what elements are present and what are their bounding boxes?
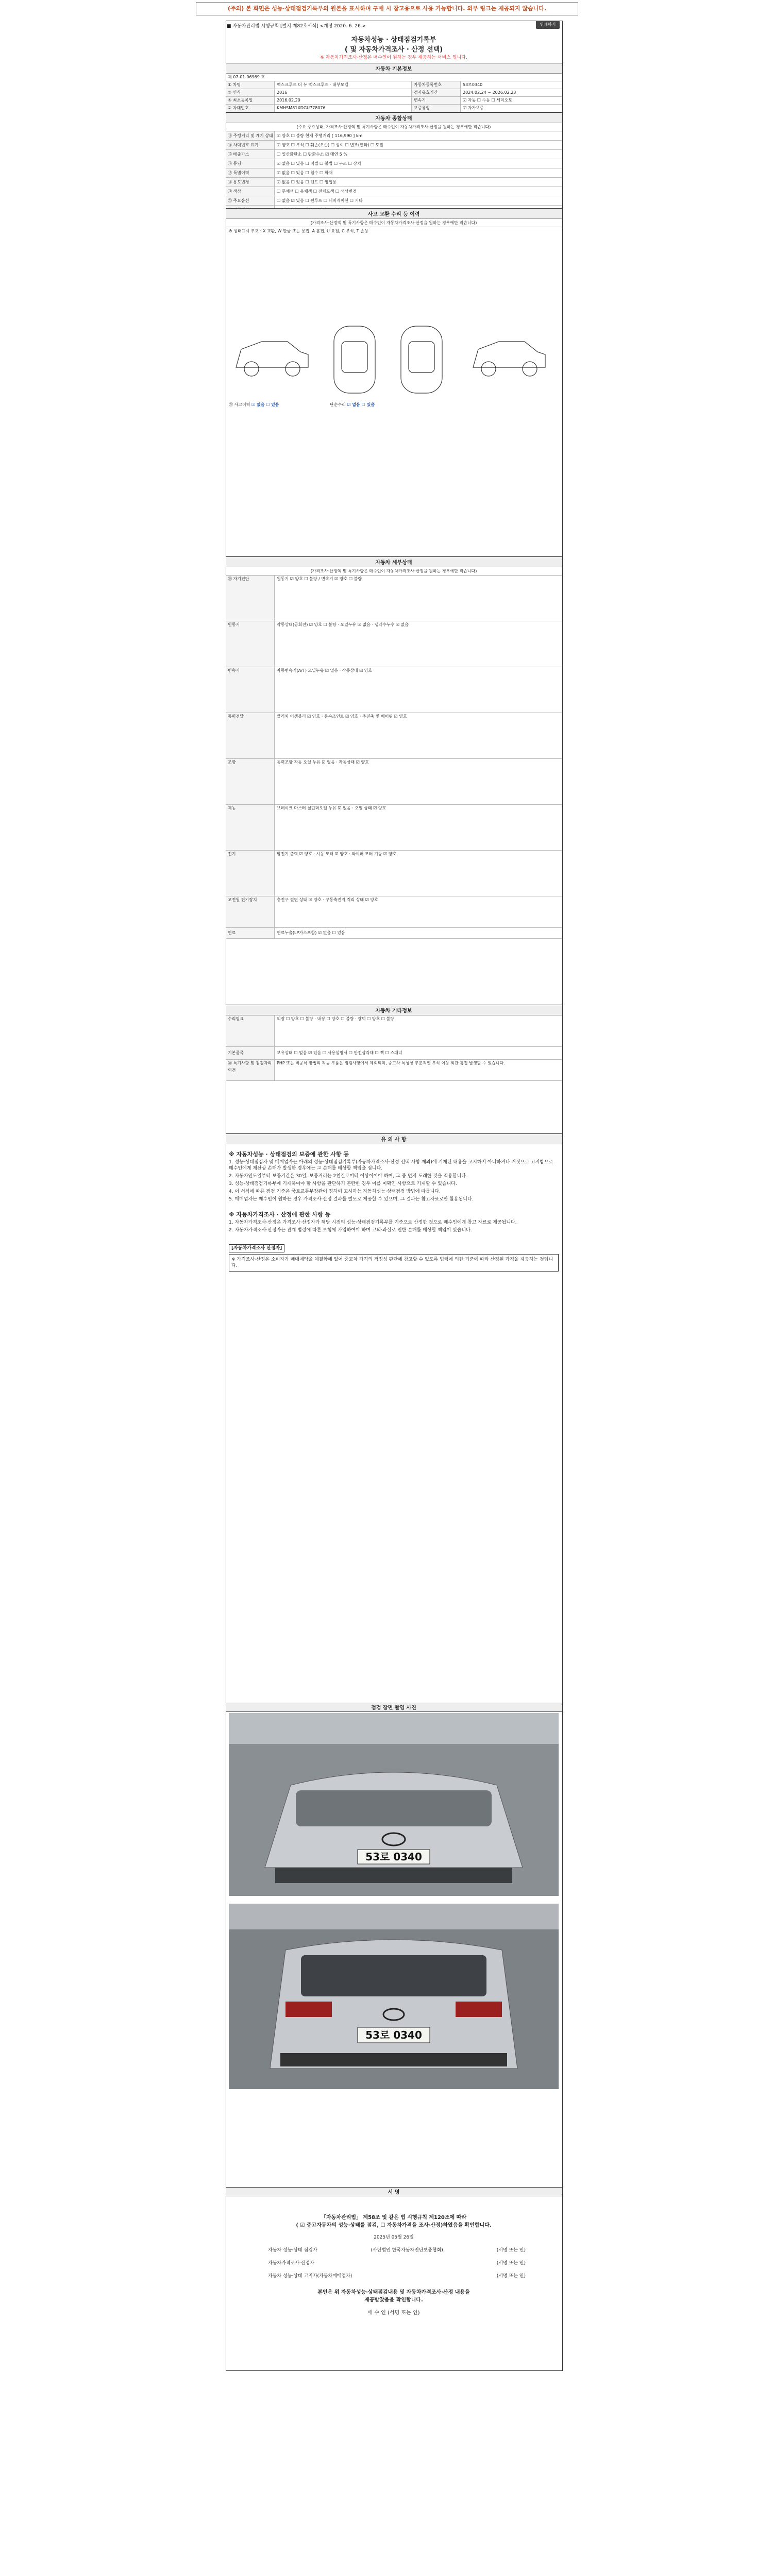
state-row xyxy=(226,141,562,150)
terms-item: 5. 매매업자는 매수인이 원하는 경우 가격조사·산정 결과를 별도로 제공할 수 있으며, 그 결과는 참고자료로만 활용됩니다. xyxy=(229,1197,474,1202)
state-row xyxy=(226,159,562,168)
detail-value: 연료누출(LP가스포함) ☑ 없음 ☐ 있음 xyxy=(277,930,345,935)
private-text: ※ 가격조사·산정은 소비자가 매매계약을 체결함에 있어 중고차 가격의 적정성 판단에 참고할 수 있도록 법령에 의한 기준에 따라 산정된 가격을 제공하는 것입니다. xyxy=(229,1254,559,1272)
photo-rear xyxy=(229,1904,559,2089)
state-row xyxy=(226,196,562,206)
special-label: ㉞ 특기사항 및 점검자의 의견 xyxy=(226,1060,275,1080)
accident-legend: ※ 상태표시 부호 : X 교환, W 판금 또는 용접, A 흠집, U 요철, C 부식, T 손상 xyxy=(229,229,368,233)
title-line2: ( 및 자동차가격조사 · 산정 선택) xyxy=(344,46,443,54)
state-value: ☑ 없음 ☐ 있음 ☐ 적법 ☐ 불법 ☐ 구조 ☐ 장치 xyxy=(277,161,361,166)
terms-item: 2. 자동차인도일부터 보증기간은 30일, 보증거리는 2천킬로미터 이상이어야 하며, 그 중 먼저 도래한 것을 적용합니다. xyxy=(229,1174,467,1179)
basic-info-section xyxy=(226,63,562,112)
extra-label: 수리필요 xyxy=(226,1015,275,1046)
simple-repair xyxy=(330,402,375,408)
sign-date: 2025년 05월 26일 xyxy=(374,2235,414,2240)
sign-footer3[interactable]: 매 수 인 (서명 또는 인) xyxy=(367,2310,420,2316)
accident-label: ㉒ 사고이력 xyxy=(229,402,250,407)
detail-label: 제동 xyxy=(226,805,275,850)
extra-section xyxy=(226,1005,562,1088)
terms-block xyxy=(229,1151,559,1273)
basic-right-row xyxy=(412,81,562,89)
overall-state-section xyxy=(226,112,562,208)
terms-item: 4. 이 서식에 따른 점검 기준은 국토교통부장관이 정하여 고시하는 자동차성능·상태점검 방법에 따릅니다. xyxy=(229,1189,441,1194)
detail-label: 동력전달 xyxy=(226,713,275,758)
detail-value: 작동상태(공회전) ☑ 양호 ☐ 불량 · 오일누유 ☑ 없음 · 냉각수누수 ☑ 없음 xyxy=(277,622,409,627)
state-value: ☐ 무채색 ☐ 유채색 ☐ 전체도색 ☐ 색상변경 xyxy=(277,189,357,194)
law-note: ■ 자동차관리법 시행규칙 [별지 제82호서식] <개정 2020. 6. 26.> xyxy=(227,24,366,29)
terms-header-box xyxy=(226,1133,562,1144)
terms-header: 유 의 사 항 xyxy=(226,1134,562,1144)
notice-banner: (주의) 본 화면은 성능·상태점검기록부의 원본을 표시하며 구매 시 참고용으로 사용 가능합니다. 외부 링크는 제공되지 않습니다. xyxy=(196,2,578,15)
detail-value: 원동기 ☑ 양호 ☐ 불량 / 변속기 ☑ 양호 ☐ 불량 xyxy=(277,577,362,581)
state-value: ☑ 없음 ☐ 있음 ☐ 렌트 ☐ 영업용 xyxy=(277,180,337,184)
detail-header: 자동차 세부상태 xyxy=(226,557,562,567)
detail-sub: (가격조사·산정액 및 특기사항은 매수인이 자동차가격조사·산정을 원하는 경우에만 적습니다) xyxy=(226,567,562,575)
sign-role: 자동차 성능·상태 점검자 xyxy=(268,2248,317,2253)
terms-item: 1. 성능·상태점검자 및 매매업자는 아래의 성능·상태점검기록부(자동차가격조사·산정 선택 사항 제외)에 기재된 내용을 고지하지 아니하거나 거짓으로 고지함으로 매수인에게 재산상 손해가 발생한 경우에는 그 손해를 배상할 책임을 집니다. xyxy=(229,1160,553,1171)
state-row xyxy=(226,168,562,178)
basic-label: ⑦ 차대번호 xyxy=(226,105,275,112)
basic-info-header: 자동차 기본정보 xyxy=(226,63,562,74)
front-plate-text: 53로 0340 xyxy=(365,1851,422,1863)
basic-value: 맥스크루즈 더 뉴 맥스크루즈 · 내부모델 xyxy=(277,82,348,87)
simple-repair-label: 단순수리 xyxy=(330,402,346,407)
basic-value: ☑ 자동 ☐ 수동 ☐ 세미오토 xyxy=(463,98,513,103)
accident-sub: (가격조사·산정액 및 특기사항은 매수인이 자동차가격조사·산정을 원하는 경우에만 적습니다) xyxy=(226,219,562,227)
special-value: PHP 또는 비공식 방법의 작동 부품은 점검사항에서 제외되며, 중고차 특성상 부분적인 부식 이상 외관 흠집 발생할 수 있습니다. xyxy=(277,1061,505,1065)
state-label: ⑬ 주행거리 및 계기 상태 xyxy=(226,131,275,140)
state-value: ☑ 없음 ☐ 있음 ☐ 침수 ☐ 화재 xyxy=(277,171,333,175)
state-row xyxy=(226,131,562,141)
basic-value: ☑ 자가보증 xyxy=(463,106,484,110)
state-label: ⑲ 색상 xyxy=(226,187,275,196)
basic-label: ③ 연식 xyxy=(226,89,275,96)
basic-label: 자동차등록번호 xyxy=(412,81,461,89)
basic-label: ① 차명 xyxy=(226,81,275,89)
basic-value: 2024.02.24 ~ 2026.02.23 xyxy=(463,90,516,95)
basic-right-row xyxy=(412,105,562,112)
state-label: ⑳ 주요옵션 xyxy=(226,196,275,205)
state-label: ⑱ 용도변경 xyxy=(226,178,275,187)
basic-row xyxy=(226,105,411,112)
sign-footer1: 본인은 위 자동차성능·상태점검내용 및 자동차가격조사·산정 내용을 xyxy=(317,2290,470,2295)
sign-slot[interactable]: (서명 또는 인) xyxy=(496,2261,526,2266)
detail-label: 연료 xyxy=(226,928,275,938)
sign-row xyxy=(268,2259,526,2266)
sign-slot[interactable]: (서명 또는 인) xyxy=(496,2274,526,2279)
sign-row xyxy=(268,2272,526,2279)
accident-header: 사고 교환 수리 등 이력 xyxy=(226,209,562,219)
detail-row xyxy=(226,621,562,667)
terms-title: ※ 자동차성능 · 상태점검의 보증에 관한 사항 등 xyxy=(229,1151,349,1158)
state-label: ⑯ 튜닝 xyxy=(226,159,275,168)
detail-value: 클러치 어셈블리 ☑ 양호 · 등속조인트 ☑ 양호 · 추진축 및 베어링 ☑ 양호 xyxy=(277,714,407,719)
rear-plate-text: 53로 0340 xyxy=(365,2029,422,2041)
detail-row xyxy=(226,851,562,896)
photo-front xyxy=(229,1713,559,1896)
basic-label: 변속기 xyxy=(412,97,461,104)
detail-value: 동력조향 작동 오일 누유 ☑ 없음 · 작동상태 ☑ 양호 xyxy=(277,760,369,765)
state-label: ⑭ 차대번호 표기 xyxy=(226,141,275,149)
special-row xyxy=(226,1060,562,1081)
sign-header: 서 명 xyxy=(226,2187,562,2196)
extra-row xyxy=(226,1047,562,1060)
state-label: ⑮ 배출가스 xyxy=(226,150,275,159)
detail-row xyxy=(226,667,562,713)
state-row xyxy=(226,150,562,159)
price-terms-item: 2. 자동차가격조사·산정자는 관계 법령에 따른 보험에 가입하여야 하며 고의·과실로 인한 손해를 배상할 책임이 있습니다. xyxy=(229,1228,472,1233)
sign-row xyxy=(268,2246,526,2253)
basic-label: ⑤ 최초등록일 xyxy=(226,97,275,104)
detail-label: 원동기 xyxy=(226,621,275,667)
sign-footer2: 제공받았음을 확인합니다. xyxy=(364,2297,423,2303)
title-warning: ※ 자동차가격조사·산정은 매수인이 원하는 경우 제공하는 서비스 입니다. xyxy=(320,55,467,60)
terms-item: 3. 성능·상태점검기록부에 기재하여야 할 사항을 판단하기 곤란한 경우 이를 미확인 사항으로 기재할 수 있습니다. xyxy=(229,1181,457,1187)
extra-row xyxy=(226,1015,562,1047)
accident-history xyxy=(229,402,279,408)
sign-line1: 「자동차관리법」 제58조 및 같은 법 시행규칙 제120조에 따라 xyxy=(321,2215,467,2221)
detail-value: 발전기 출력 ☑ 양호 · 시동 모터 ☑ 양호 · 와이퍼 모터 기능 ☑ 양호 xyxy=(277,852,397,856)
extra-value: 보유상태 ☐ 없음 ☑ 있음 ☐ 사용설명서 ☐ 안전삼각대 ☐ 잭 ☐ 스패너 xyxy=(277,1050,402,1055)
basic-row xyxy=(226,81,411,89)
detail-value: 자동변속기(A/T) 오일누유 ☑ 없음 · 작동상태 ☑ 양호 xyxy=(277,668,373,673)
state-value: ☑ 양호 ☐ 부식 ☐ 훼손(오손) ☐ 상이 ☐ 변조(변타) ☐ 도말 xyxy=(277,143,384,147)
extra-label: 기본품목 xyxy=(226,1047,275,1059)
price-terms-item: 1. 자동차가격조사·산정은 가격조사·산정자가 해당 시점의 성능·상태점검기록부를 기준으로 산정한 것으로 매수인에게 참고 자료로 제공됩니다. xyxy=(229,1220,517,1225)
basic-right-row xyxy=(412,89,562,97)
basic-row xyxy=(226,89,411,97)
basic-label: 검사유효기간 xyxy=(412,89,461,96)
extra-value: 외장 ☐ 양호 ☐ 불량 · 내장 ☐ 양호 ☐ 불량 · 광택 ☐ 양호 ☐ 불량 xyxy=(277,1016,394,1021)
detail-row xyxy=(226,896,562,928)
basic-row xyxy=(226,97,411,105)
basic-label: 보증유형 xyxy=(412,105,461,112)
state-row xyxy=(226,187,562,196)
extra-header: 자동차 기타정보 xyxy=(226,1005,562,1015)
state-row xyxy=(226,178,562,187)
doc-no: 제 07-01-06969 호 xyxy=(228,75,265,79)
detail-value: 충전구 절연 상태 ☑ 양호 · 구동축전지 격리 상태 ☑ 양호 xyxy=(277,897,378,902)
detail-value: 브레이크 마스터 실린더오일 누유 ☑ 없음 · 오일 상태 ☑ 양호 xyxy=(277,806,386,810)
basic-value: 53로0340 xyxy=(463,82,483,87)
sign-slot[interactable]: (서명 또는 인) xyxy=(496,2248,526,2253)
detail-row xyxy=(226,928,562,939)
state-value: ☑ 양호 ☐ 불량 현재 주행거리 [ 116,990 ] km xyxy=(277,133,363,138)
document-title xyxy=(226,31,562,62)
basic-value: 2016.02.29 xyxy=(277,98,300,103)
state-label: ⑰ 특별이력 xyxy=(226,168,275,177)
overall-state-sub: (주요 주요상태, 가격조사·산정액 및 특기사항은 매수인이 자동차가격조사·산정을 원하는 경우에만 적습니다) xyxy=(226,123,562,131)
basic-value: KMHSM81XDGU778076 xyxy=(277,106,326,110)
sign-line2: ( ☑ 중고자동차의 성능·상태를 점검, ☐ 자동차가격을 조사·산정)하였음을 확인합니다. xyxy=(296,2223,492,2228)
detail-label: 전기 xyxy=(226,851,275,896)
private-header: [자동차가격조사 산정자] xyxy=(229,1244,284,1252)
detail-label: 고전원 전기장치 xyxy=(226,896,275,927)
detail-row xyxy=(226,713,562,759)
photos-header: 점검 장면 촬영 사진 xyxy=(226,1703,562,1712)
simple-repair-value: ☑ 없음 ☐ 있음 xyxy=(347,402,375,407)
detail-label: 변속기 xyxy=(226,667,275,713)
sign-role: 자동차 성능·상태 고지자(자동차매매업자) xyxy=(268,2274,352,2279)
doc-no-row xyxy=(226,74,562,81)
basic-value: 2016 xyxy=(277,90,288,95)
print-button[interactable]: 인쇄하기 xyxy=(536,21,560,29)
detail-row xyxy=(226,759,562,805)
detail-label: ㉓ 자기진단 xyxy=(226,575,275,621)
accident-value: ☑ 없음 ☐ 있음 xyxy=(251,402,279,407)
state-value: ☐ 일산화탄소 ☐ 탄화수소 ☑ 매연 5 % xyxy=(277,152,348,157)
overall-state-header: 자동차 종합상태 xyxy=(226,113,562,123)
car-diagram xyxy=(231,318,561,396)
detail-label: 조향 xyxy=(226,759,275,804)
detail-section xyxy=(226,556,562,1005)
detail-row xyxy=(226,575,562,621)
title-line1: 자동차성능 · 상태점검기록부 xyxy=(351,36,436,44)
state-value: ☐ 없음 ☑ 있음 ☐ 썬루프 ☐ 네비게이션 ☐ 기타 xyxy=(277,198,363,203)
price-terms-title: ※ 자동차가격조사 · 산정에 관한 사항 등 xyxy=(229,1211,331,1218)
sign-org: (사단법인 한국자동차진단보증협회) xyxy=(371,2248,443,2253)
basic-right-row xyxy=(412,97,562,105)
sign-role: 자동차가격조사·산정자 xyxy=(268,2261,314,2266)
detail-row xyxy=(226,805,562,851)
